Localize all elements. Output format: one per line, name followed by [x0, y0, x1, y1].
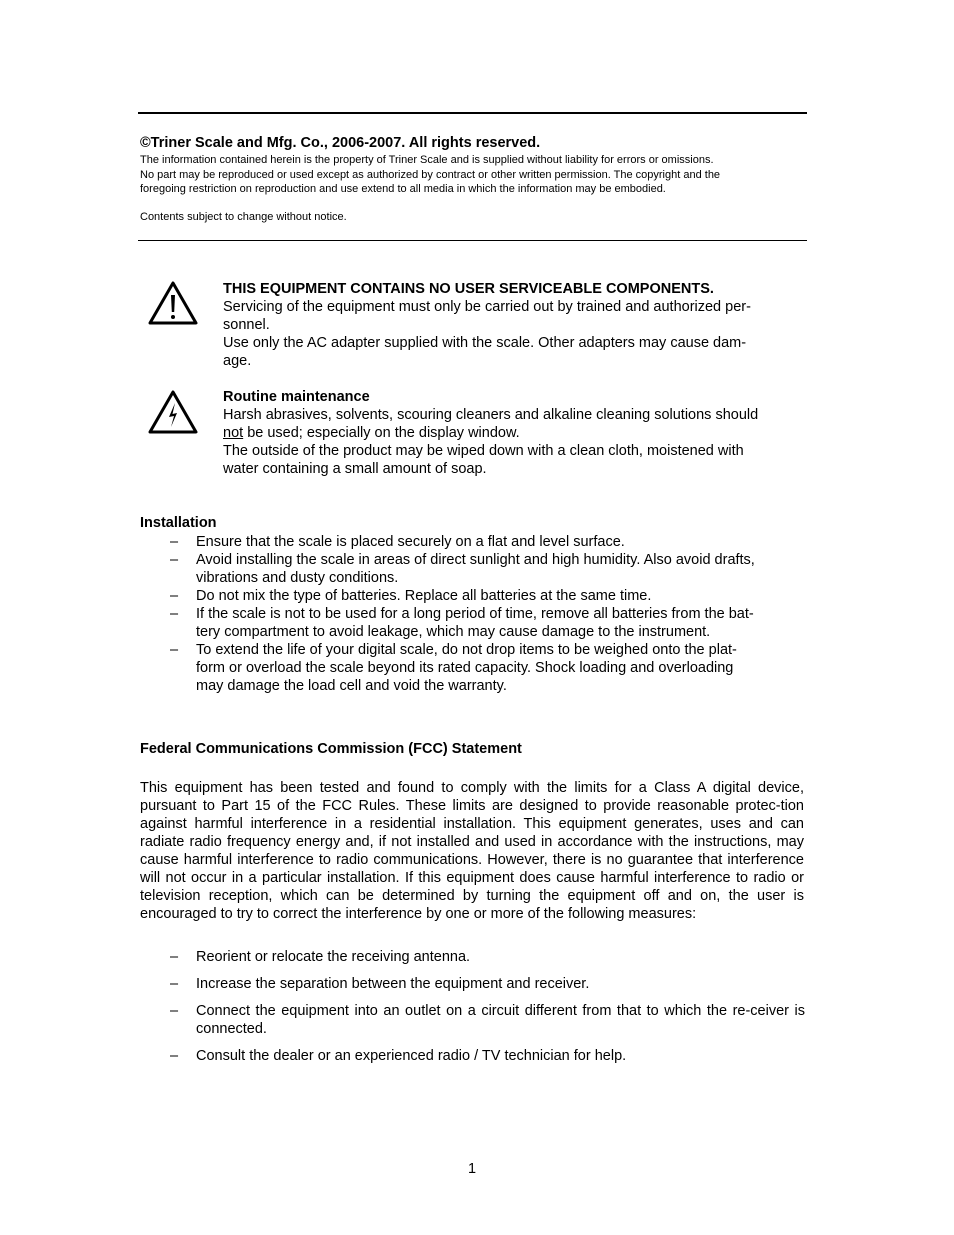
list-item: [140, 551, 805, 587]
warning-line: Servicing of the equipment must only be carried out by trained and authorized per-: [223, 299, 751, 315]
warning-line: sonnel.: [223, 317, 270, 333]
installation-list: [140, 533, 805, 695]
warning-line: age.: [223, 353, 252, 369]
copyright-line: The information contained herein is the property of Triner Scale and is supplied without liability for errors or omissions.: [140, 154, 714, 166]
dash-bullet: –: [170, 949, 179, 965]
fcc-title: Federal Communications Commission (FCC) Statement: [140, 741, 522, 757]
page-number: 1: [467, 1161, 477, 1177]
electric-hazard-icon: [147, 388, 199, 436]
fcc-measures-list: [140, 948, 805, 1074]
list-item-text: Consult the dealer or an experienced radio / TV technician for help.: [196, 1048, 627, 1064]
maintenance-warning: [223, 388, 808, 478]
equipment-warning-heading: THIS EQUIPMENT CONTAINS NO USER SERVICEABLE COMPONENTS.: [223, 281, 714, 297]
list-item: [140, 975, 805, 993]
emphasis-not: not: [223, 425, 244, 441]
change-notice: Contents subject to change without notice.: [140, 211, 347, 223]
list-item-text: To extend the life of your digital scale, do not drop items to be weighed onto the plat-: [196, 642, 737, 658]
list-item-text: Connect the equipment into an outlet on a circuit different from that to which the re-ceiver is connected.: [196, 1003, 805, 1037]
warning-line: Harsh abrasives, solvents, scouring cleaners and alkaline cleaning solutions should: [223, 407, 759, 423]
list-item: [140, 533, 805, 551]
maintenance-heading: Routine maintenance: [223, 389, 370, 405]
list-item-text: vibrations and dusty conditions.: [196, 570, 399, 586]
list-item-text: form or overload the scale beyond its rated capacity. Shock loading and overloading: [196, 660, 734, 676]
dash-bullet: –: [170, 642, 179, 658]
copyright-body: [140, 153, 805, 197]
dash-bullet: –: [170, 588, 179, 604]
dash-bullet: –: [170, 1048, 179, 1064]
section-rule: [138, 240, 807, 241]
list-item-text: tery compartment to avoid leakage, which may cause damage to the instrument.: [196, 624, 711, 640]
list-item-text: Ensure that the scale is placed securely on a flat and level surface.: [196, 534, 625, 550]
fcc-paragraph: This equipment has been tested and found to comply with the limits for a Class A digital device, pursuant to Part 15 of the FCC Rules. These limits are designed to provide reasonable protec-tion against harmful interference in a residential installation. This equipment generates, uses and can radiate radio frequency energy and, if not installed and used in accordance with the instructions, may cause harmful interference to radio communications. However, there is no guarantee that interference will not occur in a particular installation. If this equipment does cause harmful interference to radio or television reception, which can be determined by turning the equipment off and on, the user is encouraged to try to correct the interference by one or more of the following measures:: [140, 780, 804, 922]
list-item: [140, 1002, 805, 1038]
list-item-text: If the scale is not to be used for a long period of time, remove all batteries from the bat-: [196, 606, 754, 622]
dash-bullet: –: [170, 976, 179, 992]
copyright-title: ©Triner Scale and Mfg. Co., 2006-2007. All rights reserved.: [140, 135, 541, 151]
list-item: [140, 605, 805, 641]
copyright-line: No part may be reproduced or used except as authorized by contract or other written permission. The copyright and the: [140, 168, 721, 181]
warning-line: Use only the AC adapter supplied with the scale. Other adapters may cause dam-: [223, 335, 747, 351]
exclamation-warning-icon: [147, 279, 199, 327]
warning-line-rest: be used; especially on the display window.: [243, 425, 520, 441]
equipment-warning: [223, 280, 808, 370]
list-item-text: Do not mix the type of batteries. Replace all batteries at the same time.: [196, 588, 652, 604]
dash-bullet: –: [170, 552, 179, 568]
warning-line: The outside of the product may be wiped down with a clean cloth, moistened with: [223, 443, 744, 459]
list-item: [140, 1047, 805, 1065]
dash-bullet: –: [170, 1003, 179, 1019]
list-item-text: Increase the separation between the equipment and receiver.: [196, 976, 590, 992]
copyright-line: foregoing restriction on reproduction and use extend to all media in which the information may be embodied.: [140, 183, 666, 195]
dash-bullet: –: [170, 534, 179, 550]
top-rule: [138, 112, 807, 114]
list-item-text: Avoid installing the scale in areas of direct sunlight and high humidity. Also avoid drafts,: [196, 552, 755, 568]
list-item: [140, 587, 805, 605]
warning-line: water containing a small amount of soap.: [223, 461, 487, 477]
list-item-text: may damage the load cell and void the warranty.: [196, 678, 507, 694]
list-item: [140, 948, 805, 966]
warning-line: [223, 424, 808, 442]
installation-title: Installation: [140, 515, 217, 531]
list-item-text: Reorient or relocate the receiving antenna.: [196, 949, 471, 965]
dash-bullet: –: [170, 606, 179, 622]
list-item: [140, 641, 805, 695]
